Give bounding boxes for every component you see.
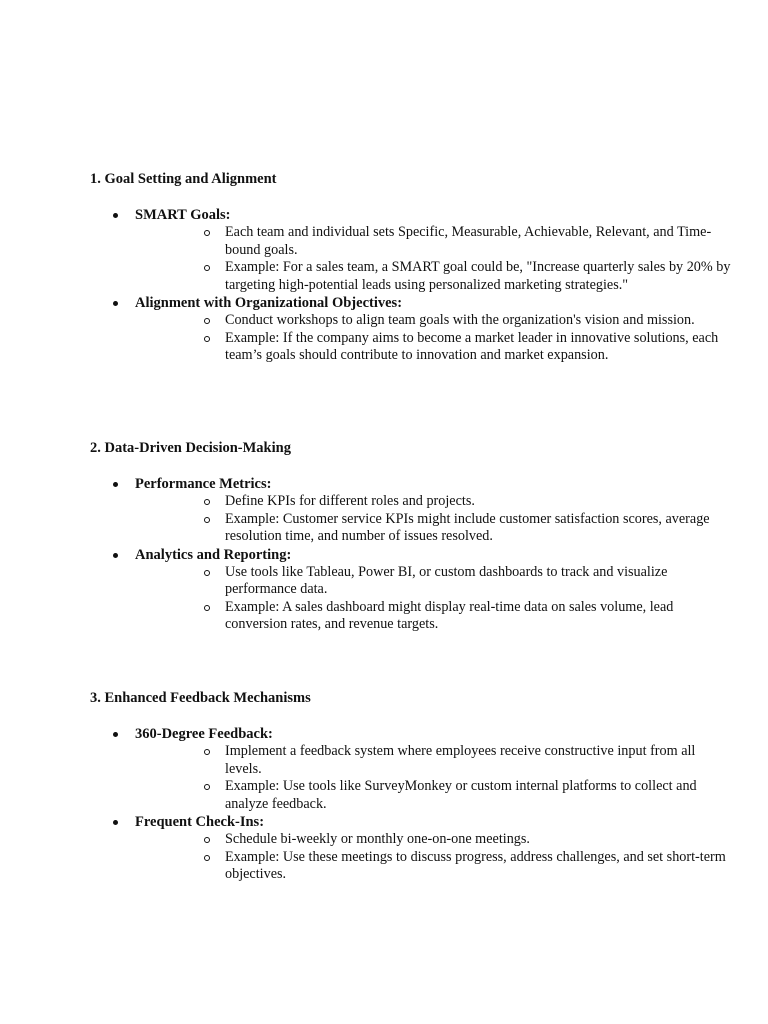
bullet-item [90, 206, 731, 294]
bullet-dot-icon [113, 732, 118, 737]
sub-item [135, 330, 735, 365]
bullet-item [90, 725, 697, 813]
bullet-label: SMART Goals: [135, 207, 231, 223]
sub-item [135, 743, 735, 778]
bullet-label: Frequent Check-Ins: [135, 814, 265, 830]
sub-list [135, 493, 710, 546]
sub-item-text: Implement a feedback system where employees receive constructive input from all levels. [225, 743, 696, 777]
sub-list [135, 564, 690, 634]
sub-list [135, 312, 719, 365]
sub-item-text: Each team and individual sets Specific, Measurable, Achievable, Relevant, and Time-bound goals. [225, 224, 712, 258]
sub-list [135, 224, 731, 294]
section-heading: 1. Goal Setting and Alignment [90, 171, 277, 187]
sub-item-text: Define KPIs for different roles and projects. [225, 493, 475, 509]
bullet-item [90, 546, 690, 634]
hollow-circle-icon [204, 570, 210, 576]
hollow-circle-icon [204, 499, 210, 505]
hollow-circle-icon [204, 265, 210, 271]
sub-item-text: Use tools like Tableau, Power BI, or custom dashboards to track and visualize performance data. [225, 563, 668, 597]
bullet-label: Alignment with Organizational Objectives: [135, 295, 403, 311]
sub-item-text: Example: For a sales team, a SMART goal could be, "Increase quarterly sales by 20% by targeting high-potential leads using personalized marketing strategies." [225, 259, 731, 293]
sub-item [135, 599, 735, 634]
bullet-item [90, 475, 710, 546]
section-heading: 3. Enhanced Feedback Mechanisms [90, 690, 311, 706]
bullet-item [90, 294, 719, 365]
hollow-circle-icon [204, 336, 210, 342]
sub-list [135, 831, 726, 884]
bullet-item [90, 813, 726, 884]
hollow-circle-icon [204, 230, 210, 236]
sub-item [135, 224, 735, 259]
hollow-circle-icon [204, 318, 210, 324]
sub-item [135, 831, 735, 849]
bullet-dot-icon [113, 482, 118, 487]
bullet-dot-icon [113, 213, 118, 218]
bullet-label: 360-Degree Feedback: [135, 726, 273, 742]
sub-item [135, 259, 735, 294]
sub-item-text: Conduct workshops to align team goals with the organization's vision and mission. [225, 312, 695, 328]
bullet-list [90, 206, 731, 365]
bullet-list [90, 725, 726, 884]
bullet-list [90, 475, 710, 634]
bullet-dot-icon [113, 820, 118, 825]
section-goal-setting [90, 170, 731, 365]
hollow-circle-icon [204, 784, 210, 790]
sub-list [135, 743, 697, 813]
sub-item [135, 493, 735, 511]
sub-item [135, 511, 735, 546]
hollow-circle-icon [204, 517, 210, 523]
section-heading: 2. Data-Driven Decision-Making [90, 440, 291, 456]
hollow-circle-icon [204, 855, 210, 861]
bullet-label: Analytics and Reporting: [135, 546, 292, 563]
sub-item [135, 312, 735, 330]
bullet-dot-icon [113, 301, 118, 306]
sub-item-text: Example: A sales dashboard might display real-time data on sales volume, lead conversion rates, and revenue targets. [225, 598, 674, 632]
section-data-driven [90, 439, 710, 634]
hollow-circle-icon [204, 837, 210, 843]
sub-item [135, 849, 735, 884]
hollow-circle-icon [204, 749, 210, 755]
sub-item-text: Example: Use these meetings to discuss progress, address challenges, and set short-term objectives. [225, 848, 726, 882]
hollow-circle-icon [204, 605, 210, 611]
sub-item [135, 564, 735, 599]
bullet-label: Performance Metrics: [135, 476, 272, 492]
sub-item [135, 778, 735, 813]
sub-item-text: Example: Use tools like SurveyMonkey or custom internal platforms to collect and analyze feedback. [225, 778, 697, 812]
sub-item-text: Example: If the company aims to become a market leader in innovative solutions, each team’s goals should contribute to innovation and market expansion. [225, 329, 719, 363]
section-feedback [90, 689, 726, 884]
bullet-dot-icon [113, 553, 118, 558]
sub-item-text: Schedule bi-weekly or monthly one-on-one meetings. [225, 831, 530, 847]
sub-item-text: Example: Customer service KPIs might include customer satisfaction scores, average resolution time, and number of issues resolved. [225, 510, 710, 544]
